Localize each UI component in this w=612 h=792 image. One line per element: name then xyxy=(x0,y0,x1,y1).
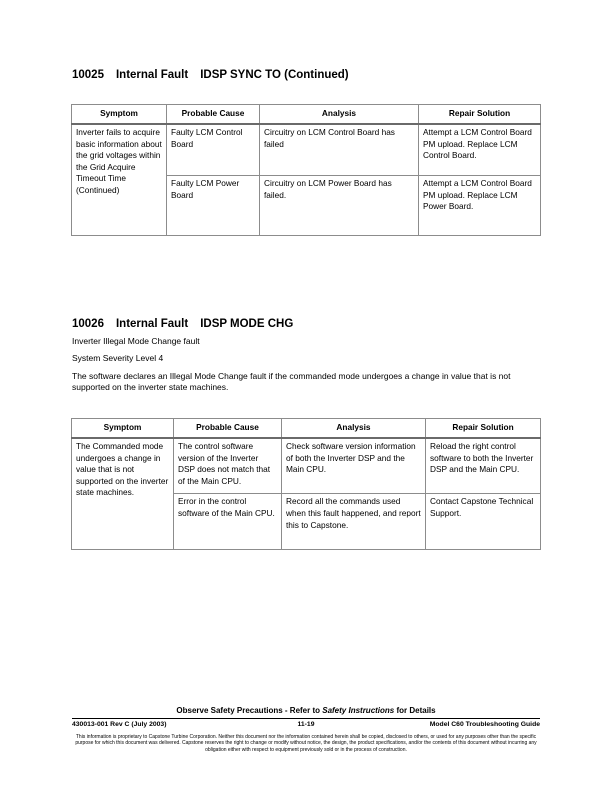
table-header-row xyxy=(72,105,541,125)
analysis-cell: Check software version information of both the Inverter DSP and the Main CPU. xyxy=(282,438,426,494)
fault-table-10025 xyxy=(71,104,541,236)
symptom-cell: The Commanded mode undergoes a change in value that is not supported on the inverter state machines. xyxy=(72,438,174,550)
fault-name: IDSP SYNC TO (Continued) xyxy=(200,69,349,81)
solution-cell: Attempt a LCM Control Board PM upload. Replace LCM Power Board. xyxy=(419,176,541,236)
analysis-cell: Record all the commands used when this fault happened, and report this to Capstone. xyxy=(282,494,426,550)
header-repair-solution: Repair Solution xyxy=(426,419,541,439)
safety-note-suffix: for Details xyxy=(394,706,436,715)
analysis-cell: Circuitry on LCM Control Board has failed xyxy=(260,124,419,176)
safety-note-prefix: Observe Safety Precautions - Refer to xyxy=(176,706,323,715)
safety-instructions-link-text: Safety Instructions xyxy=(322,706,395,715)
fault-name: IDSP MODE CHG xyxy=(200,318,294,330)
header-symptom: Symptom xyxy=(72,105,167,125)
proprietary-disclaimer: This information is proprietary to Capstone Turbine Corporation. Neither this document nor the information contained herein shall be copied, disclosed to others, or used for any purposes other than the specific purpose for which this document was delivered. Capstone reserves the right to change or modify without notice, the design, the product specifications, and/or the contents of this document without incurring any obligation either with respect to equipment previously sold or in the process of construction. xyxy=(75,734,537,753)
safety-note xyxy=(0,706,612,715)
severity-level: System Severity Level 4 xyxy=(72,353,164,363)
solution-cell: Attempt a LCM Control Board PM upload. Replace LCM Control Board. xyxy=(419,124,541,176)
solution-cell: Contact Capstone Technical Support. xyxy=(426,494,541,550)
fault-body-text: The software declares an Illegal Mode Change fault if the commanded mode undergoes a change in value that is not supported on the inverter state machines. xyxy=(72,371,511,392)
fault-table-10026 xyxy=(71,418,541,550)
header-probable-cause: Probable Cause xyxy=(167,105,260,125)
cause-cell: The control software version of the Inverter DSP does not match that of the Main CPU. xyxy=(174,438,282,494)
fault-code: 10025 xyxy=(72,69,104,81)
table-row xyxy=(72,438,541,494)
guide-title: Model C60 Troubleshooting Guide xyxy=(429,721,540,728)
header-analysis: Analysis xyxy=(282,419,426,439)
cause-cell: Error in the control software of the Main CPU. xyxy=(174,494,282,550)
page-number: 11-19 xyxy=(297,721,315,728)
table-header-row xyxy=(72,419,541,439)
solution-cell: Reload the right control software to both the Inverter DSP and the Main CPU. xyxy=(426,438,541,494)
cause-cell: Faulty LCM Power Board xyxy=(167,176,260,236)
header-repair-solution: Repair Solution xyxy=(419,105,541,125)
fault-type: Internal Fault xyxy=(115,318,189,330)
fault-code: 10026 xyxy=(72,318,104,330)
fault-description: Inverter Illegal Mode Change fault xyxy=(72,336,200,346)
symptom-cell: Inverter fails to acquire basic information about the grid voltages within the Grid Acquire Timeout Time (Continued) xyxy=(72,124,167,236)
header-probable-cause: Probable Cause xyxy=(174,419,282,439)
footer-divider xyxy=(72,718,540,719)
section-title-10026 xyxy=(72,318,293,330)
table-row xyxy=(72,124,541,176)
section-title-10025 xyxy=(72,69,349,81)
header-symptom: Symptom xyxy=(72,419,174,439)
fault-type: Internal Fault xyxy=(115,69,189,81)
cause-cell: Faulty LCM Control Board xyxy=(167,124,260,176)
header-analysis: Analysis xyxy=(260,105,419,125)
analysis-cell: Circuitry on LCM Power Board has failed. xyxy=(260,176,419,236)
doc-number: 430013-001 Rev C (July 2003) xyxy=(72,721,167,728)
